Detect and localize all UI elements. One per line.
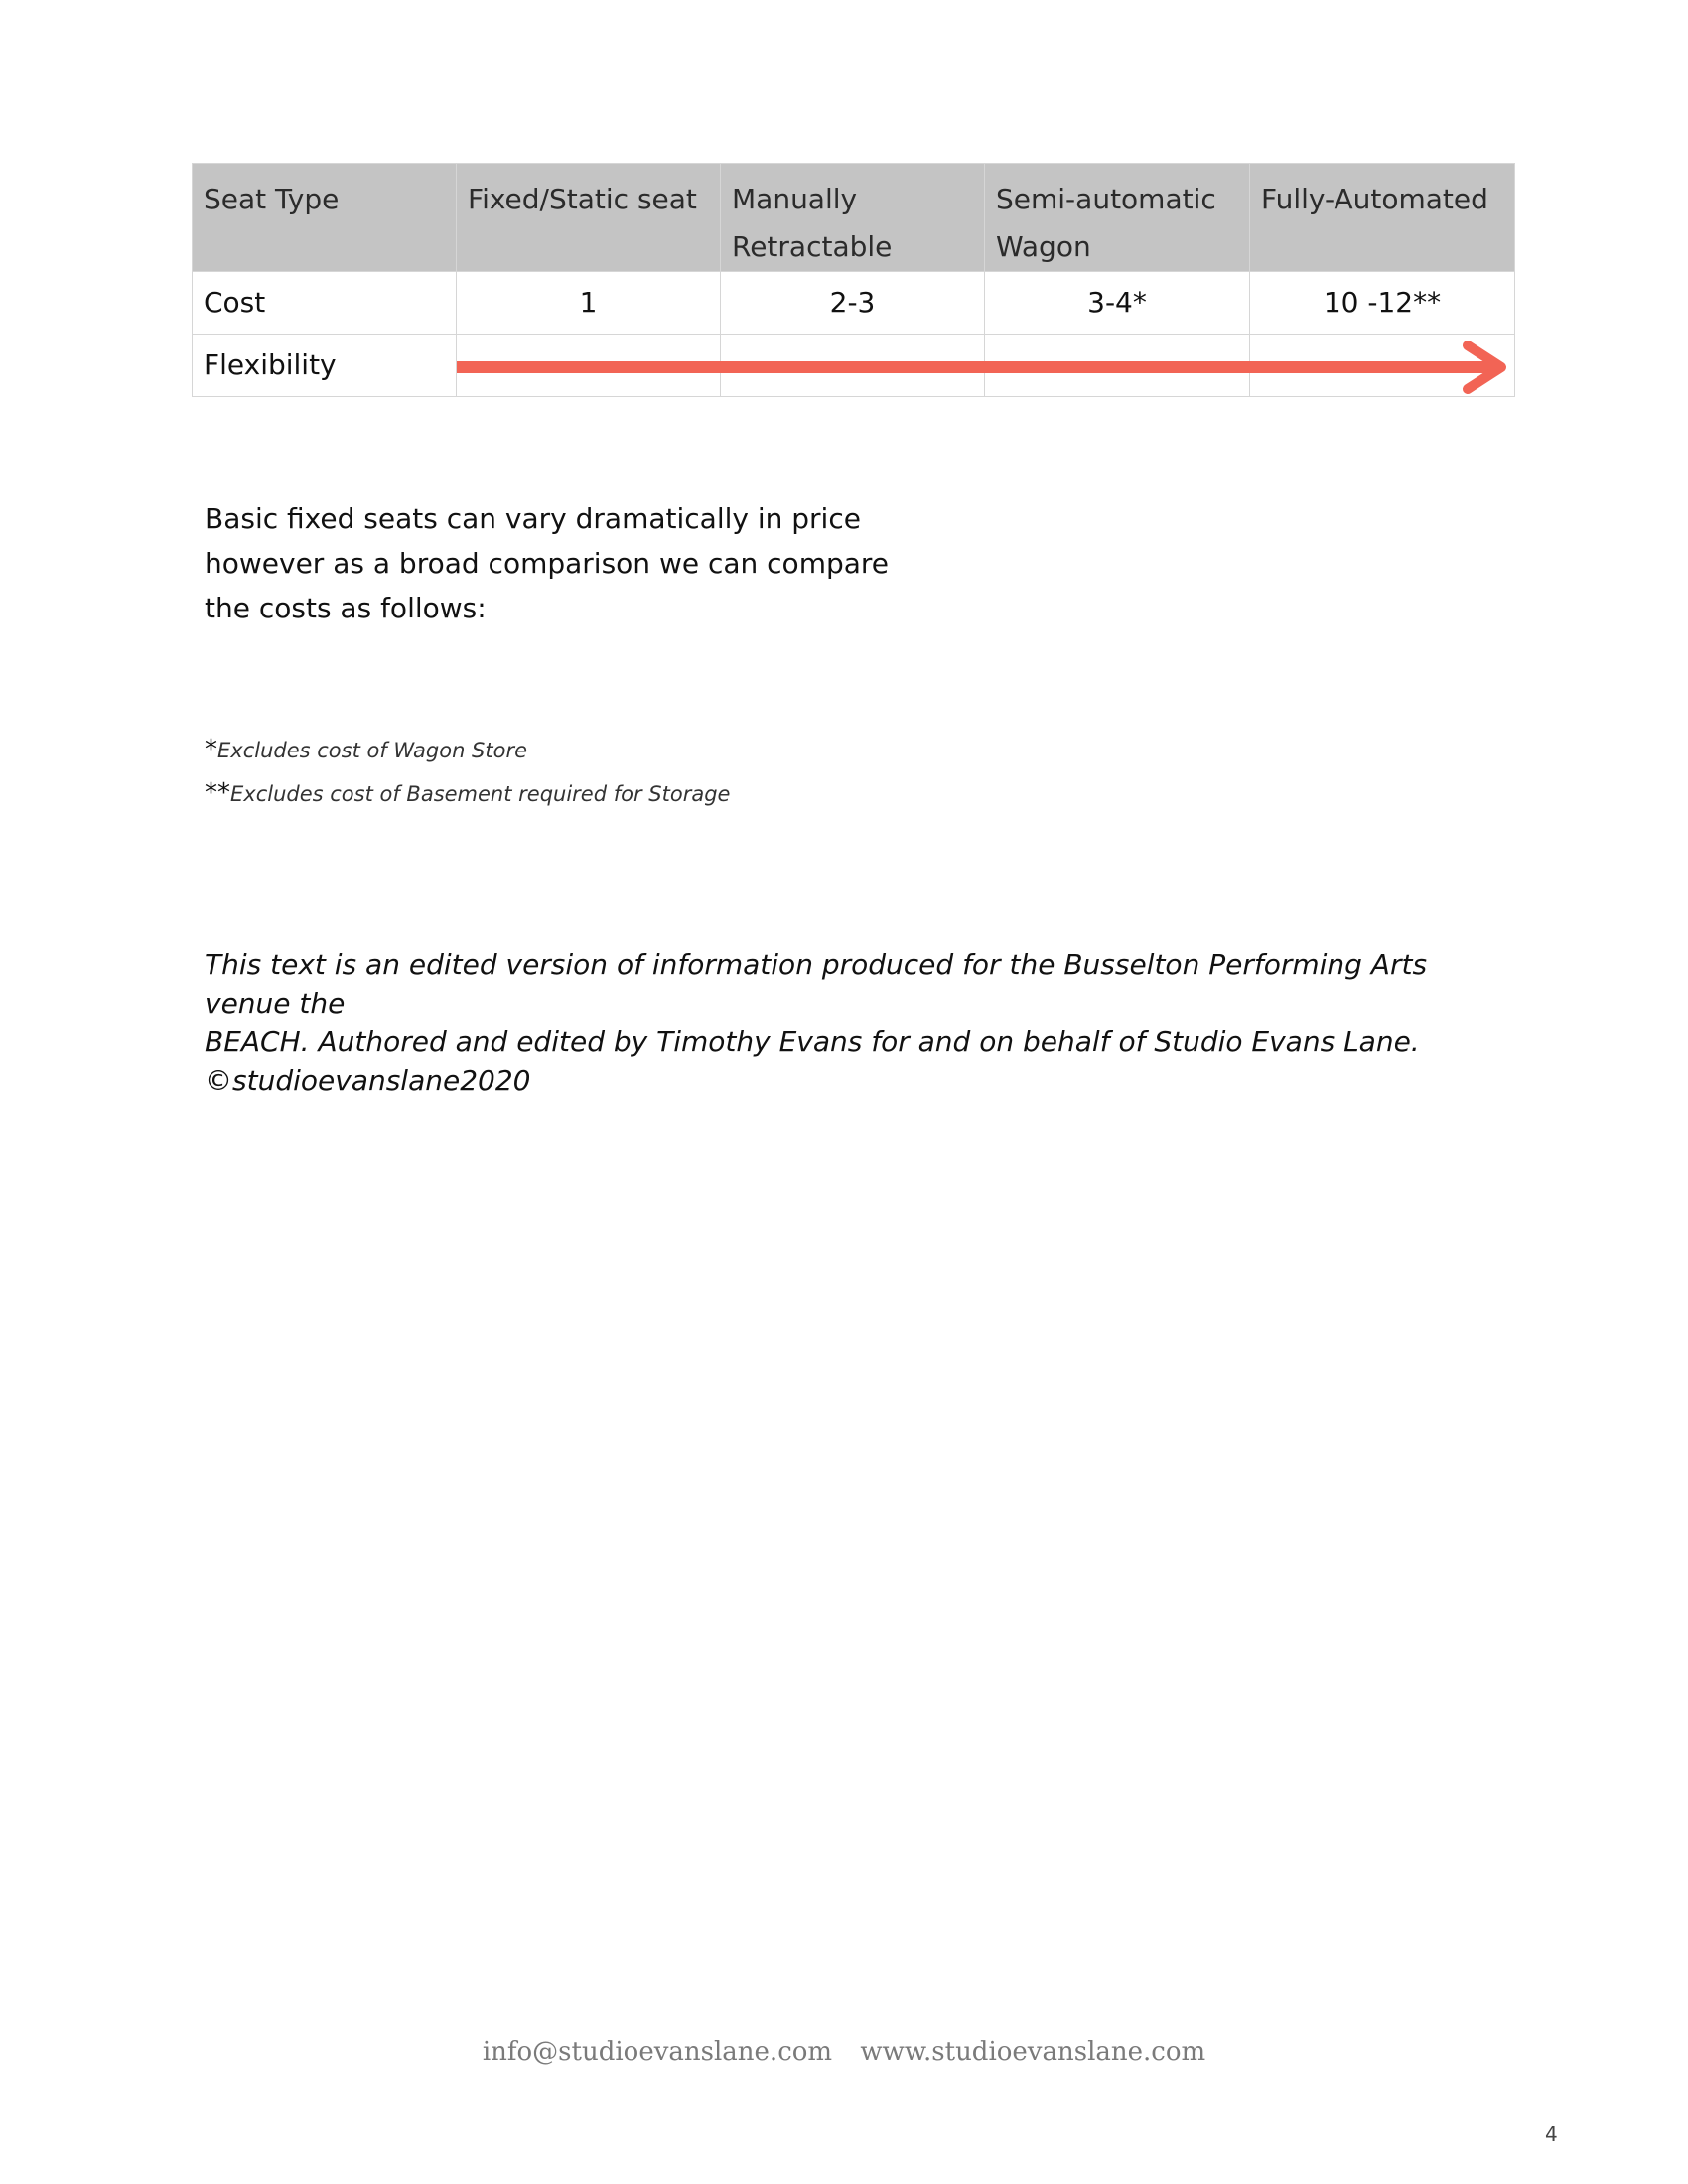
header-fixed-static-seat: Fixed/Static seat xyxy=(457,164,721,272)
cost-label: Cost xyxy=(193,272,457,335)
footnote-marker: * xyxy=(205,735,217,764)
header-seat-type: Seat Type xyxy=(193,164,457,272)
cost-fixed-static: 1 xyxy=(457,272,721,335)
page-number: 4 xyxy=(1545,2122,1558,2146)
cost-manually-retractable: 2-3 xyxy=(721,272,985,335)
footnote-wagon-store xyxy=(205,735,527,764)
footer-contact xyxy=(0,2037,1688,2067)
credit-line-3: ©studioevanslane2020 xyxy=(205,1064,531,1097)
credit-line-1: This text is an edited version of information produced for the Busselton Performing Arts venue the xyxy=(205,948,1428,1020)
footnote-text: Excludes cost of Basement required for Storage xyxy=(230,782,731,806)
cost-semi-automatic: 3-4* xyxy=(985,272,1250,335)
footer-email-link[interactable]: info@studioevanslane.com xyxy=(482,2037,833,2067)
table-header-row xyxy=(193,164,1515,272)
footnote-basement xyxy=(205,778,730,808)
flexibility-label: Flexibility xyxy=(193,335,457,397)
flexibility-arrow-icon xyxy=(457,349,1514,395)
header-semi-automatic-wagon: Semi-automatic Wagon xyxy=(985,164,1250,272)
footnote-text: Excludes cost of Wagon Store xyxy=(217,739,528,762)
footer-website-link[interactable]: www.studioevanslane.com xyxy=(860,2037,1206,2067)
footnote-marker: ** xyxy=(205,778,230,808)
intro-paragraph: Basic fixed seats can vary dramatically in price however as a broad comparison we can compare the costs as follows: xyxy=(205,502,890,624)
credit-paragraph xyxy=(205,945,1495,1100)
header-manually-retractable: Manually Retractable xyxy=(721,164,985,272)
credit-line-2: BEACH. Authored and edited by Timothy Evans for and on behalf of Studio Evans Lane. xyxy=(205,1025,1420,1058)
cost-fully-automated: 10 -12** xyxy=(1250,272,1515,335)
cost-row xyxy=(193,272,1515,335)
header-fully-automated: Fully-Automated xyxy=(1250,164,1515,272)
